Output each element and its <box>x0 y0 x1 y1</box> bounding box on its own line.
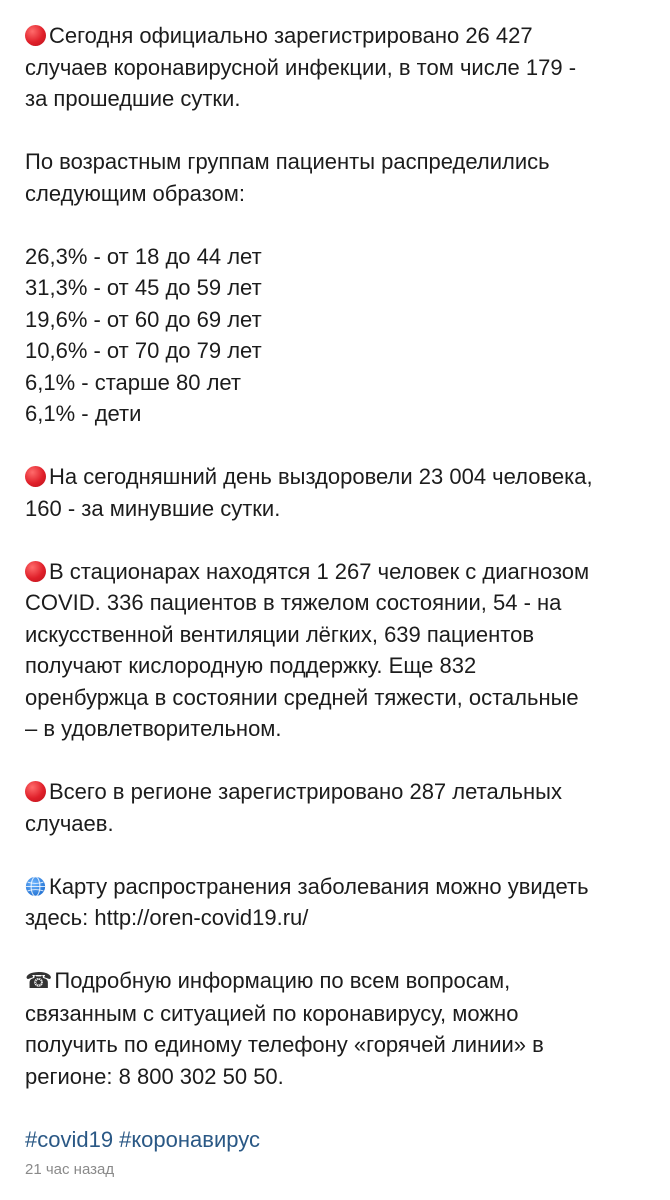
text-line: 160 - за минувшие сутки. <box>25 495 281 521</box>
list-item: 31,3% - от 45 до 59 лет <box>25 275 262 300</box>
globe-icon <box>25 876 46 897</box>
text-line: случаев. <box>25 810 114 836</box>
text-line: На сегодняшний день выздоровели 23 004 человека, <box>25 461 646 493</box>
list-item: 19,6% - от 60 до 69 лет <box>25 306 262 332</box>
list-item: 10,6% - от 70 до 79 лет <box>25 338 262 363</box>
text-line: случаев коронавирусной инфекции, в том числе 179 - <box>25 54 577 80</box>
text-line: оренбуржца в состоянии средней тяжести, остальные <box>25 684 579 710</box>
list-item: 6,1% - дети <box>25 401 142 426</box>
text-line: получить по единому телефону «горячей линии» в <box>25 1032 544 1057</box>
hashtag-coronavirus[interactable]: #коронавирус <box>119 1126 260 1152</box>
text-line: Карту распространения заболевания можно увидеть <box>25 871 646 903</box>
list-item: 26,3% - от 18 до 44 лет <box>25 243 262 269</box>
text-line: искусственной вентиляции лёгких, 639 пациентов <box>25 621 535 647</box>
red-circle-icon <box>25 25 46 46</box>
paragraph-map <box>25 871 646 934</box>
red-circle-icon <box>25 781 46 802</box>
list-item: 6,1% - старше 80 лет <box>25 369 241 395</box>
text-line: В стационарах находятся 1 267 человек с диагнозом <box>25 556 646 588</box>
text-line: Всего в регионе зарегистрировано 287 летальных <box>25 776 646 808</box>
text-line: По возрастным группам пациенты распределились <box>25 149 550 174</box>
paragraph-hotline <box>25 965 646 1092</box>
paragraph-hospitals <box>25 556 646 745</box>
text-line: за прошедшие сутки. <box>25 86 241 111</box>
red-circle-icon <box>25 561 46 582</box>
text-line: связанным с ситуацией по коронавирусу, можно <box>25 1000 519 1026</box>
hashtag-covid19[interactable]: #covid19 <box>25 1126 114 1152</box>
text-line: ☎Подробную информацию по всем вопросам, <box>25 965 646 998</box>
paragraph-age-intro <box>25 146 646 209</box>
hashtags <box>25 1124 646 1156</box>
paragraph-recovered <box>25 461 646 524</box>
text-line: следующим образом: <box>25 180 245 206</box>
text-line: – в удовлетворительном. <box>25 716 282 741</box>
text-line: регионе: 8 800 302 50 50. <box>25 1063 284 1089</box>
text-line: COVID. 336 пациентов в тяжелом состоянии, 54 - на <box>25 590 562 615</box>
paragraph-deaths <box>25 776 646 839</box>
telephone-icon: ☎ <box>25 969 53 994</box>
paragraph-registered <box>25 20 646 115</box>
text-line: получают кислородную поддержку. Еще 832 <box>25 653 477 678</box>
red-circle-icon <box>25 466 46 487</box>
text-line[interactable]: здесь: http://oren-covid19.ru/ <box>25 905 309 930</box>
age-groups-list <box>25 241 646 430</box>
post-timestamp: 21 час назад <box>25 1161 115 1178</box>
text-line: Сегодня официально зарегистрировано 26 427 <box>25 20 646 52</box>
